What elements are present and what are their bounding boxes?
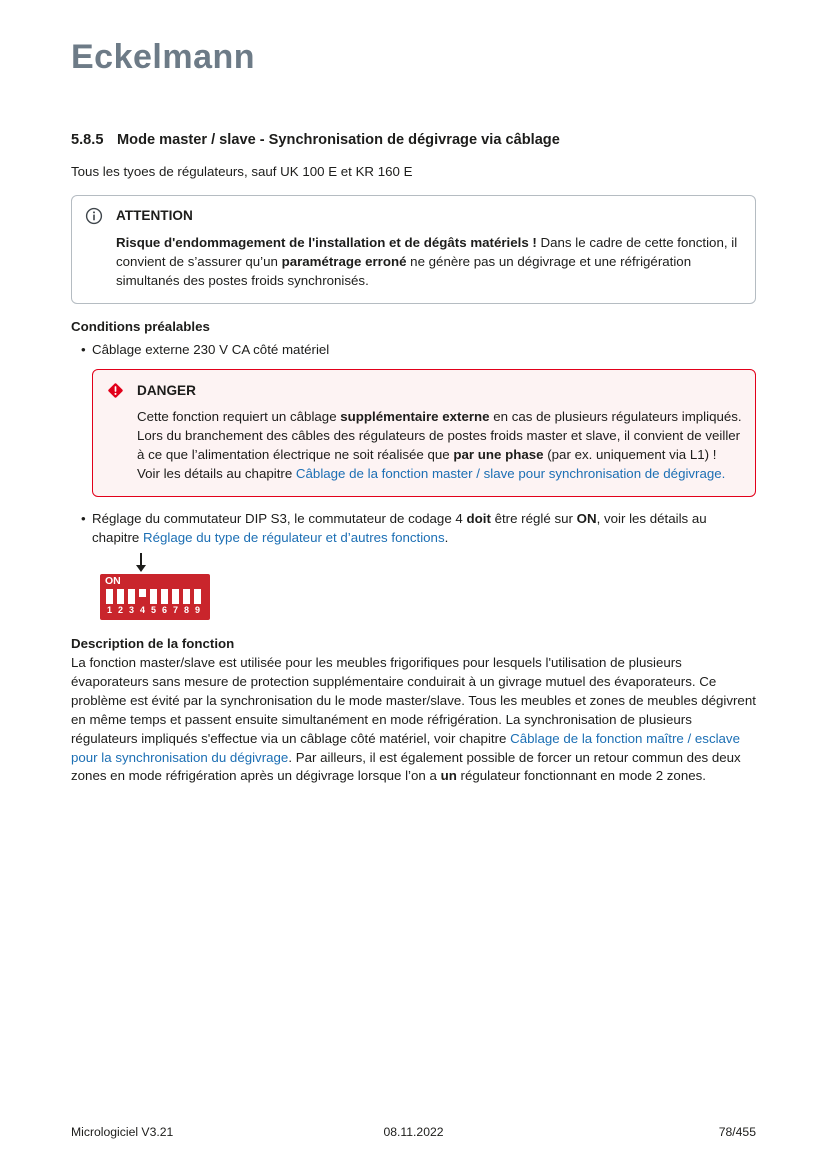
footer-page-number: 78/455: [718, 1125, 756, 1139]
dip-on-label: ON: [105, 575, 121, 588]
dip-number: 4: [139, 604, 145, 615]
dip-switch-5: [150, 589, 157, 604]
bullet-marker: •: [81, 511, 86, 527]
text-run: Réglage du commutateur DIP S3, le commutateur de codage 4: [92, 511, 467, 527]
dip-switch-7: [172, 589, 179, 604]
text-run: , voir les détails au chapitre: [92, 511, 707, 546]
dip-switch-2: [117, 589, 124, 604]
description-body: [71, 654, 756, 786]
dip-switch-graphic: [100, 574, 210, 620]
dip-number: 1: [106, 604, 112, 615]
text-run: ON: [576, 511, 597, 527]
danger-body: [137, 407, 742, 483]
text-run: (par ex. uniquement via L1) ! Voir les détails au chapitre: [137, 447, 717, 482]
dip-switch-6: [161, 589, 168, 604]
intro-text: Tous les tyoes de régulateurs, sauf UK 100 E et KR 160 E: [71, 164, 413, 179]
section-title: Mode master / slave - Synchronisation de dégivrage via câblage: [117, 132, 560, 148]
attention-body: [116, 233, 742, 290]
dip-number: 6: [161, 604, 167, 615]
dip-number: 7: [172, 604, 178, 615]
dip-switch-row: [106, 589, 205, 604]
danger-icon: [106, 381, 124, 399]
page-footer: [71, 1125, 756, 1139]
link-cablage-maitre-esclave[interactable]: Câblage de la fonction maître / esclave pour la synchronisation du dégivrage: [71, 730, 740, 765]
attention-header: [85, 207, 742, 225]
danger-box: [92, 369, 756, 497]
text-run: . Par ailleurs, il est également possible de forcer un retour commun des deux zones en mode réfrigération après un dégivrage lorsque l’on a: [71, 749, 741, 784]
description-heading: Description de la fonction: [71, 636, 235, 652]
danger-title: DANGER: [137, 382, 196, 398]
text-run: Dans le cadre de cette fonction, il convient de s’assurer qu’un: [116, 234, 738, 269]
eckelmann-logo: Eckelmann: [71, 38, 256, 76]
attention-box: [71, 195, 756, 304]
bullet-text: [92, 510, 756, 548]
text-run: Cette fonction requiert un câblage: [137, 409, 341, 425]
section-heading: [71, 132, 756, 148]
dip-switch-numbers: [106, 606, 205, 615]
dip-switch-1: [106, 589, 113, 604]
text-run: supplémentaire externe: [340, 409, 490, 425]
section-number: 5.8.5: [71, 132, 104, 148]
text-run: Risque d'endommagement de l'installation et de dégâts matériels !: [116, 234, 537, 250]
text-run: La fonction master/slave est utilisée pour les meubles frigorifiques pour lesquels l'utilisation de plusieurs évaporateurs sans mesure de protection supplémentaire conduirait à un givrage mutuel des évaporateurs. Ce problème est évité par la synchronisation du le mode master/slave. Tous les meubles et zones de meubles dégivrent en même temps et passent ensuite simultanément en mode réfrigération. La synchronisation de plusieurs régulateurs impliqués s'effectue via un câblage côté matériel, voir chapitre: [71, 655, 756, 746]
text-run: ne génère pas un dégivrage et une réfrigération simultanés des postes froids synchronisés.: [116, 253, 692, 288]
attention-title: ATTENTION: [116, 208, 193, 224]
conditions-heading: Conditions préalables: [71, 318, 210, 334]
dip-number: 9: [194, 604, 200, 615]
text-run: doit: [466, 511, 491, 527]
bullet-marker: •: [81, 341, 86, 357]
link-reglage-type-regulateur[interactable]: Réglage du type de régulateur et d’autres fonctions: [143, 530, 445, 546]
text-run: en cas de plusieurs régulateurs impliqués. Lors du branchement des câbles des régulateurs de postes froids master et slave, il convient de veiller à ce que l’alimentation électrique ne soit réalisée que: [137, 409, 742, 463]
danger-header: [106, 381, 742, 399]
link-cablage-master-slave[interactable]: Câblage de la fonction master / slave pour synchronisation de dégivrage.: [295, 466, 726, 482]
footer-version: Micrologiciel V3.21: [71, 1125, 174, 1139]
arrow-down-icon: [136, 553, 146, 572]
dip-number: 2: [117, 604, 123, 615]
info-icon: [85, 207, 103, 225]
text-run: un: [440, 768, 457, 784]
text-run: régulateur fonctionnant en mode 2 zones.: [456, 768, 706, 784]
footer-date: 08.11.2022: [383, 1125, 444, 1139]
bullet-item-dip: [81, 510, 756, 548]
text-run: paramétrage erroné: [281, 253, 407, 269]
dip-number: 5: [150, 604, 156, 615]
dip-number: 3: [128, 604, 134, 615]
dip-number: 8: [183, 604, 189, 615]
dip-switch-4: [139, 589, 146, 597]
dip-switch-9: [194, 589, 201, 604]
bullet-text: Câblage externe 230 V CA côté matériel: [92, 341, 330, 357]
dip-switch-8: [183, 589, 190, 604]
text-run: par une phase: [453, 447, 544, 463]
dip-switch-3: [128, 589, 135, 604]
text-run: .: [444, 530, 449, 546]
text-run: être réglé sur: [490, 511, 577, 527]
bullet-item-cablage: [81, 341, 756, 360]
